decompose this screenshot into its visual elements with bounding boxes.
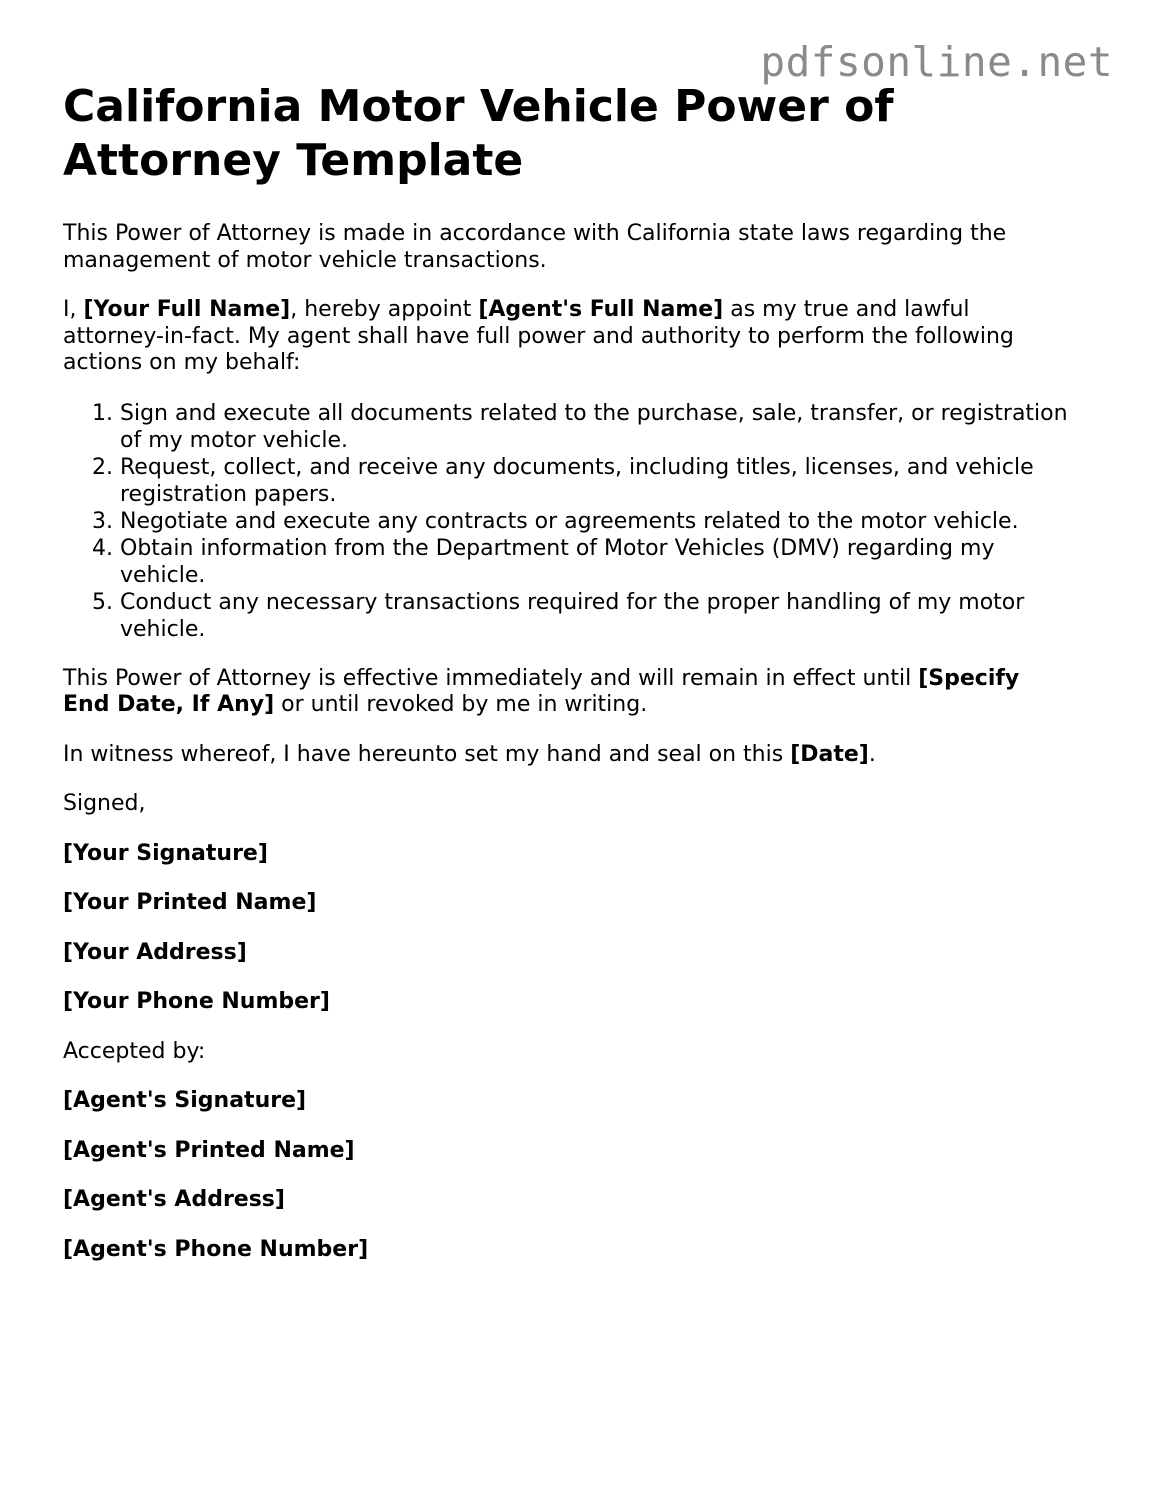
effect-pre: This Power of Attorney is effective immediately and will remain in effect until — [63, 665, 919, 691]
powers-list — [63, 400, 1073, 643]
appointment-post: as my true and lawful attorney-in-fact. My agent shall have full power and authority to perform the following actions on my behalf: — [63, 297, 1014, 375]
appointment-paragraph — [63, 297, 1073, 377]
principal-address-field — [63, 940, 1073, 967]
appointment-mid: , hereby appoint — [290, 297, 479, 322]
date-placeholder: [Date] — [790, 741, 869, 767]
principal-signature-placeholder: [Your Signature] — [63, 840, 268, 866]
witness-post: . — [868, 741, 876, 767]
effect-post: or until revoked by me in writing. — [274, 692, 648, 717]
agent-address-placeholder: [Agent's Address] — [63, 1187, 285, 1212]
agent-signature-placeholder: [Agent's Signature] — [63, 1088, 307, 1113]
power-item: 2. Request, collect, and receive any documents, including titles, licenses, and vehicle registration papers. — [120, 454, 1073, 508]
witness-pre: In witness whereof, I have hereunto set my hand and seal on this — [63, 741, 791, 767]
principal-printed-name-placeholder: [Your Printed Name] — [63, 890, 317, 915]
agent-address-field — [63, 1187, 1073, 1214]
agent-phone-placeholder: [Agent's Phone Number] — [63, 1236, 369, 1262]
power-item: 4. Obtain information from the Department of Motor Vehicles (DMV) regarding my vehicle. — [120, 535, 1073, 589]
agent-signature-field — [63, 1088, 1073, 1115]
principal-address-placeholder: [Your Address] — [63, 939, 247, 965]
watermark: pdfsonline.net — [760, 38, 1113, 86]
document-page — [63, 80, 1073, 1263]
signed-label: Signed, — [63, 791, 146, 816]
document-title: California Motor Vehicle Power of Attorney Template — [63, 81, 894, 186]
agent-phone-field — [63, 1237, 1073, 1264]
agent-printed-name-placeholder: [Agent's Printed Name] — [63, 1137, 355, 1163]
principal-signature-field — [63, 841, 1073, 868]
principal-phone-placeholder: [Your Phone Number] — [63, 989, 330, 1014]
appointment-pre: I, — [63, 297, 84, 322]
agent-printed-name-field — [63, 1138, 1073, 1165]
power-item: 3. Negotiate and execute any contracts or agreements related to the motor vehicle. — [120, 508, 1073, 535]
principal-name-placeholder: [Your Full Name] — [83, 297, 291, 322]
end-date-placeholder: [Specify End Date, If Any] — [63, 665, 1020, 717]
power-item: 1. Sign and execute all documents related to the purchase, sale, transfer, or registration of my motor vehicle. — [120, 400, 1073, 454]
principal-printed-name-field — [63, 890, 1073, 917]
witness-paragraph — [63, 742, 1073, 769]
intro-paragraph: This Power of Attorney is made in accordance with California state laws regarding the management of motor vehicle transactions. — [63, 221, 1007, 273]
power-item: 5. Conduct any necessary transactions required for the proper handling of my motor vehicle. — [120, 589, 1073, 643]
accepted-label: Accepted by: — [63, 1038, 206, 1064]
effective-period-paragraph — [63, 666, 1073, 719]
principal-phone-field — [63, 989, 1073, 1016]
agent-name-placeholder: [Agent's Full Name] — [478, 297, 724, 322]
